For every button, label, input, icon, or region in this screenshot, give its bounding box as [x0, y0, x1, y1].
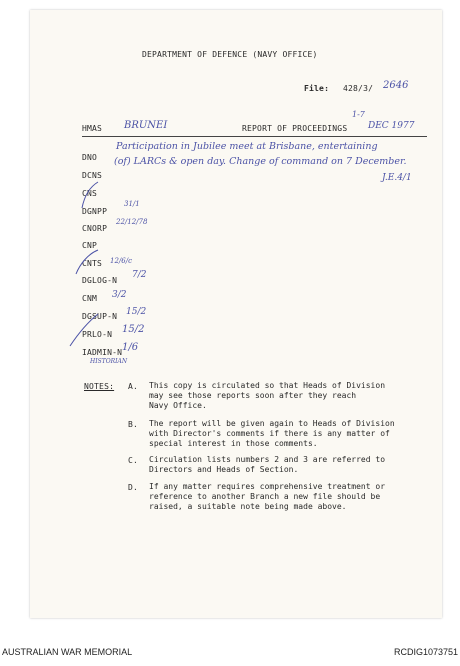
document-page: [30, 10, 442, 618]
initials-handwritten: J.E.4/1: [382, 173, 412, 183]
cnts-scribble: [70, 246, 103, 280]
routing-note-iadmin-n: 1/6: [122, 342, 139, 353]
department-heading: DEPARTMENT OF DEFENCE (NAVY OFFICE): [142, 50, 318, 59]
routing-code-cnorp: CNORP: [82, 224, 108, 233]
routing-note-cnts: 12/6/c: [110, 257, 132, 265]
file-number-handwritten: 2646: [383, 80, 409, 91]
routing-code-cnm: CNM: [82, 294, 98, 303]
routing-code-iadmin-n: IADMIN-N: [82, 348, 123, 357]
remark-line-2: (of) LARCs & open day. Change of command on 7 December.: [114, 156, 407, 167]
file-label: File:: [304, 84, 330, 93]
routing-code-dglog-n: DGLOG-N: [82, 276, 118, 285]
routing-note-dgnpp: 31/1: [124, 200, 140, 208]
remark-line-1: Participation in Jubilee meet at Brisbane, entertaining: [116, 141, 378, 152]
routing-note-cnm: 3/2: [112, 290, 127, 300]
hmas-label: HMAS: [82, 124, 103, 133]
period-handwritten: 1-7: [352, 110, 365, 119]
routing-code-dgnpp: DGNPP: [82, 207, 108, 216]
routing-note-prlo-n: 15/2: [122, 324, 145, 335]
historian-note: HISTORIAN: [90, 358, 128, 365]
header-rule: [82, 136, 427, 137]
routing-code-cnts: CNTS: [82, 259, 103, 268]
note-c-text: Circulation lists numbers 2 and 3 are referred to Directors and Heads of Section.: [149, 455, 386, 474]
note-c-letter: C.: [128, 456, 139, 465]
routing-code-cnp: CNP: [82, 241, 98, 250]
routing-code-dcns: DCNS: [82, 171, 103, 180]
note-d-letter: D.: [128, 483, 139, 492]
note-a-letter: A.: [128, 382, 139, 391]
prlo-scribble: [66, 312, 100, 352]
note-d-text: If any matter requires comprehensive treatment or reference to another Branch a new file should be raised, a suitable note being made above.: [149, 482, 386, 511]
ship-name-handwritten: BRUNEI: [124, 120, 168, 131]
date-handwritten: DEC 1977: [368, 121, 415, 131]
notes-label: NOTES:: [84, 382, 115, 391]
routing-code-dgsup-n: DGSUP-N: [82, 312, 118, 321]
routing-code-cns: CNS: [82, 189, 98, 198]
routing-code-prlo-n: PRLO-N: [82, 330, 113, 339]
file-number: 428/3/: [343, 84, 374, 93]
note-a-text: This copy is circulated so that Heads of Division may see those reports soon after they reach Navy Office.: [149, 381, 386, 410]
report-title: REPORT OF PROCEEDINGS: [242, 124, 348, 133]
footer-record-id: RCDIG1073751: [393, 647, 458, 657]
footer-archive-name: AUSTRALIAN WAR MEMORIAL: [2, 647, 133, 657]
note-b-letter: B.: [128, 420, 139, 429]
routing-note-dgsup-n: 15/2: [126, 307, 147, 317]
routing-code-dno: DNO: [82, 153, 98, 162]
routing-note-cnorp: 22/12/78: [116, 218, 148, 226]
routing-note-dglog-n: 7/2: [132, 270, 147, 280]
note-b-text: The report will be given again to Heads of Division with Director's comments if there is any matter of special interest in those comments.: [149, 419, 395, 448]
